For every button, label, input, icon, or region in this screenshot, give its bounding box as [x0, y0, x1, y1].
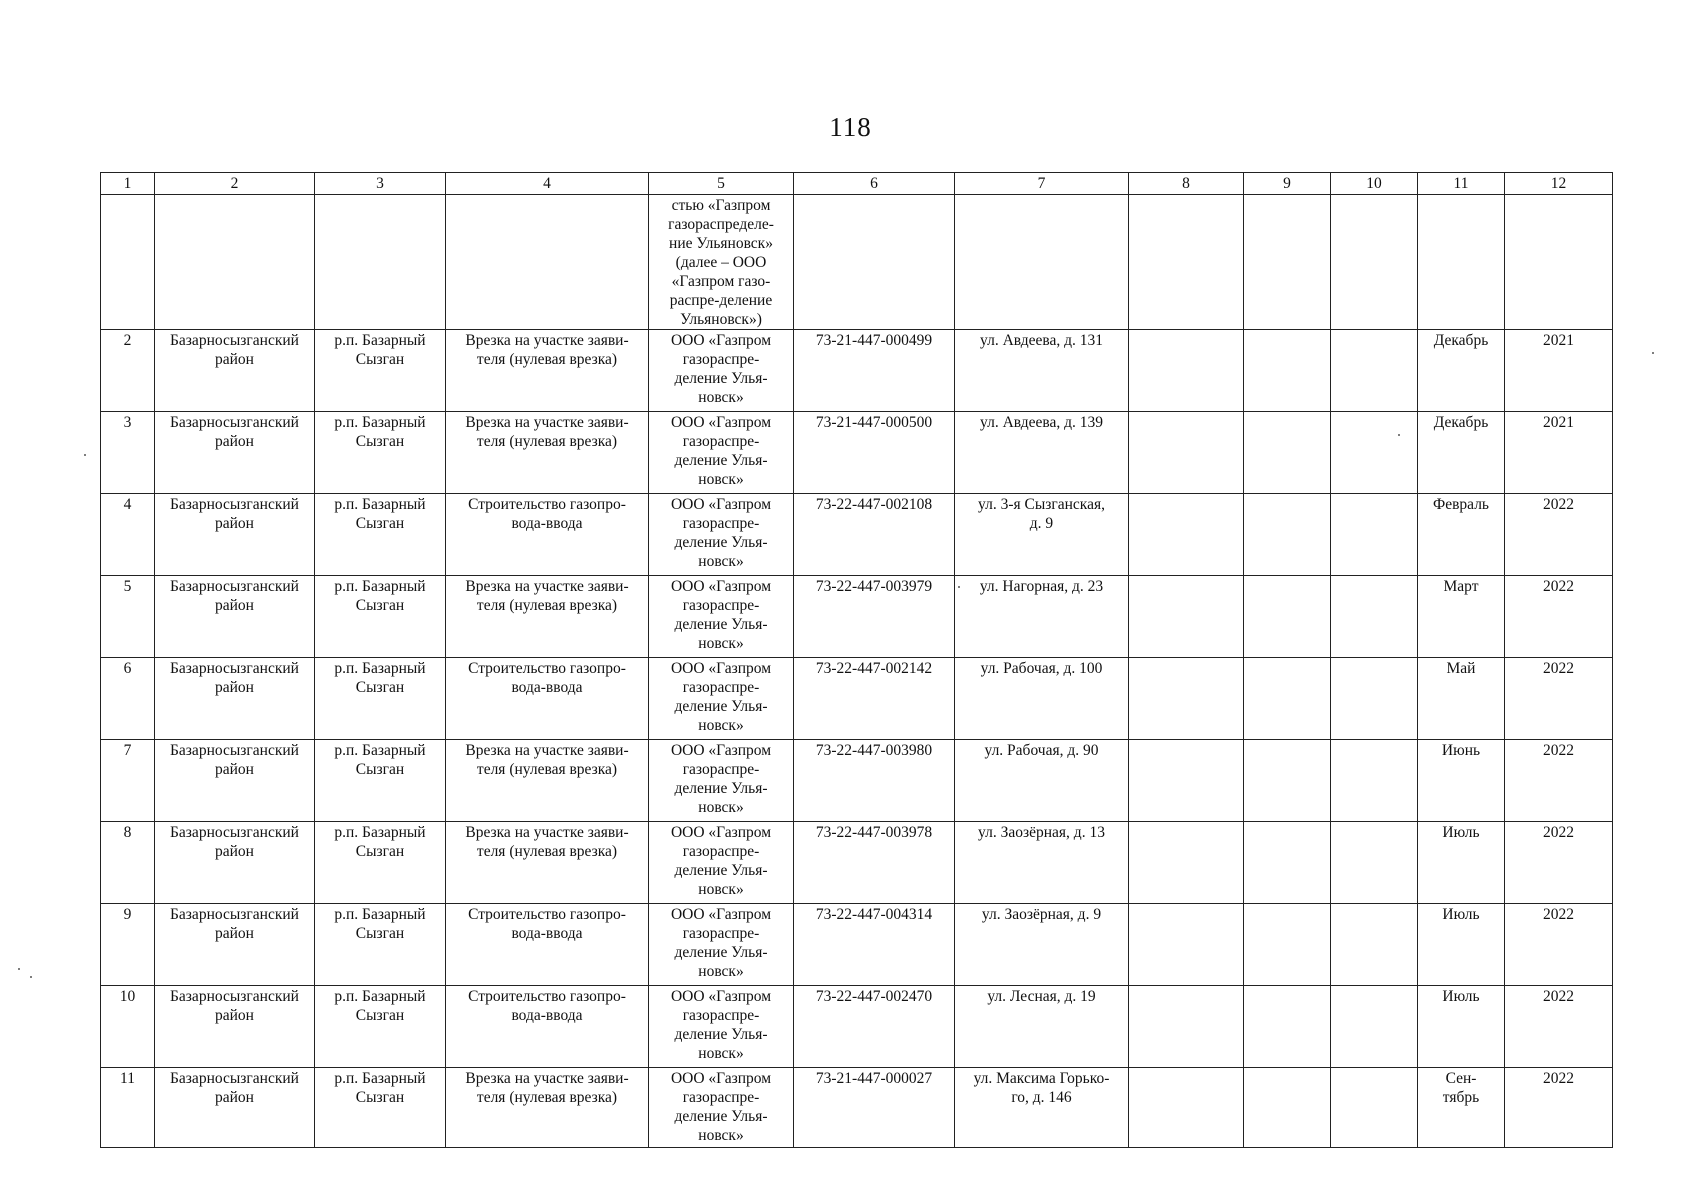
row-number-text: 9	[123, 906, 132, 923]
cell-application-code	[794, 330, 955, 412]
year-text: 2022	[1543, 824, 1574, 841]
cell-address	[955, 904, 1129, 986]
cell-empty	[1418, 195, 1505, 330]
organization-text: ООО «Газпром газораспре- деление Улья- новск»	[670, 660, 772, 734]
cell-empty	[1244, 1068, 1331, 1148]
column-header-7: 7	[955, 173, 1129, 195]
cell-application-code	[794, 658, 955, 740]
cell-empty	[1129, 740, 1244, 822]
cell-empty	[1129, 195, 1244, 330]
cell-empty	[1129, 330, 1244, 412]
cell-district	[155, 904, 315, 986]
header-row	[101, 173, 1613, 195]
column-header-8: 8	[1129, 173, 1244, 195]
month-text: Декабрь	[1433, 414, 1489, 431]
cell-empty	[1331, 740, 1418, 822]
cell-empty	[1331, 576, 1418, 658]
cell-month	[1418, 740, 1505, 822]
cell-application-code	[794, 576, 955, 658]
cell-settlement	[315, 576, 446, 658]
settlement-text: р.п. Базарный Сызган	[334, 496, 426, 532]
cell-year	[1505, 1068, 1613, 1148]
cell-organization	[649, 330, 794, 412]
cell-empty	[1244, 576, 1331, 658]
work-type-text: Врезка на участке заяви- теля (нулевая врезка)	[465, 742, 629, 778]
district-text: Базарносызганский район	[170, 332, 299, 368]
work-type-text: Врезка на участке заяви- теля (нулевая врезка)	[465, 332, 629, 368]
work-type-text: Строительство газопро- вода-ввода	[468, 988, 626, 1024]
cell-empty	[1244, 822, 1331, 904]
cell-district	[155, 412, 315, 494]
cell-address	[955, 822, 1129, 904]
cell-settlement	[315, 412, 446, 494]
cell-row-number	[101, 822, 155, 904]
cell-application-code	[794, 412, 955, 494]
page-number: 118	[829, 112, 872, 142]
work-type-text: Строительство газопро- вода-ввода	[468, 906, 626, 942]
district-text: Базарносызганский район	[170, 742, 299, 778]
table-row	[101, 822, 1613, 904]
cell-month	[1418, 412, 1505, 494]
row-number-text: 6	[123, 660, 132, 677]
cell-row-number	[101, 740, 155, 822]
work-type-text: Врезка на участке заяви- теля (нулевая врезка)	[465, 824, 629, 860]
address-text: ул. Рабочая, д. 90	[984, 742, 1099, 759]
cell-empty	[1505, 195, 1613, 330]
district-text: Базарносызганский район	[170, 824, 299, 860]
district-text: Базарносызганский район	[170, 660, 299, 696]
row-number-text: 2	[123, 332, 132, 349]
cell-address	[955, 330, 1129, 412]
address-text: ул. Нагорная, д. 23	[979, 578, 1104, 595]
cell-empty	[955, 195, 1129, 330]
cell-organization	[649, 494, 794, 576]
cell-year	[1505, 986, 1613, 1068]
cell-settlement	[315, 822, 446, 904]
cell-row-number	[101, 658, 155, 740]
cell-empty	[1129, 904, 1244, 986]
work-type-text: Строительство газопро- вода-ввода	[468, 660, 626, 696]
organization-text: ООО «Газпром газораспре- деление Улья- новск»	[670, 414, 772, 488]
cell-district	[155, 740, 315, 822]
cell-empty	[1244, 330, 1331, 412]
address-text: ул. Авдеева, д. 131	[980, 332, 1103, 349]
cell-year	[1505, 822, 1613, 904]
district-text: Базарносызганский район	[170, 1070, 299, 1106]
cell-work-type	[446, 494, 649, 576]
column-header-3: 3	[315, 173, 446, 195]
table-row	[101, 195, 1613, 330]
cell-settlement	[315, 330, 446, 412]
cell-empty	[1244, 658, 1331, 740]
district-text: Базарносызганский район	[170, 414, 299, 450]
cell-work-type	[446, 412, 649, 494]
settlement-text: р.п. Базарный Сызган	[334, 578, 426, 614]
row-number-text: 8	[123, 824, 132, 841]
cell-row-number	[101, 494, 155, 576]
cell-district	[155, 330, 315, 412]
cell-organization	[649, 740, 794, 822]
district-text: Базарносызганский район	[170, 988, 299, 1024]
application-code-text: 73-22-447-003980	[815, 742, 933, 759]
district-text: Базарносызганский район	[170, 578, 299, 614]
cell-year	[1505, 740, 1613, 822]
cell-empty	[1129, 986, 1244, 1068]
cell-empty	[1129, 822, 1244, 904]
cell-row-number	[101, 330, 155, 412]
cell-empty	[155, 195, 315, 330]
settlement-text: р.п. Базарный Сызган	[334, 906, 426, 942]
cell-month	[1418, 904, 1505, 986]
cell-work-type	[446, 986, 649, 1068]
cell-work-type	[446, 822, 649, 904]
table-row	[101, 330, 1613, 412]
table-row	[101, 412, 1613, 494]
cell-work-type	[446, 658, 649, 740]
table-row	[101, 740, 1613, 822]
cell-address	[955, 740, 1129, 822]
cell-district	[155, 1068, 315, 1148]
cell-month	[1418, 658, 1505, 740]
work-type-text: Врезка на участке заяви- теля (нулевая врезка)	[465, 414, 629, 450]
cell-empty	[1331, 195, 1418, 330]
cell-organization	[649, 904, 794, 986]
cell-organization	[649, 822, 794, 904]
cell-address	[955, 658, 1129, 740]
cell-year	[1505, 658, 1613, 740]
table-row	[101, 904, 1613, 986]
settlement-text: р.п. Базарный Сызган	[334, 824, 426, 860]
cell-month	[1418, 822, 1505, 904]
application-code-text: 73-22-447-002108	[815, 496, 933, 513]
address-text: ул. Лесная, д. 19	[987, 988, 1096, 1005]
cell-row-number	[101, 904, 155, 986]
cell-organization	[649, 1068, 794, 1148]
table-row	[101, 494, 1613, 576]
cell-organization	[649, 658, 794, 740]
organization-text: ООО «Газпром газораспре- деление Улья- новск»	[670, 906, 772, 980]
application-code-text: 73-22-447-003979	[815, 578, 933, 595]
organization-text: ООО «Газпром газораспре- деление Улья- новск»	[670, 332, 772, 406]
column-header-12: 12	[1505, 173, 1613, 195]
cell-year	[1505, 904, 1613, 986]
year-text: 2022	[1543, 660, 1574, 677]
cell-settlement	[315, 1068, 446, 1148]
cell-empty	[1244, 740, 1331, 822]
cell-work-type	[446, 740, 649, 822]
cell-organization	[649, 986, 794, 1068]
column-header-1: 1	[101, 173, 155, 195]
cell-empty	[1331, 658, 1418, 740]
month-text: Июль	[1442, 824, 1480, 841]
cell-year	[1505, 330, 1613, 412]
cell-empty	[1129, 494, 1244, 576]
cell-row-number	[101, 986, 155, 1068]
application-code-text: 73-21-447-000500	[815, 414, 933, 431]
cell-district	[155, 986, 315, 1068]
table-row	[101, 1068, 1613, 1148]
scan-speck	[1398, 434, 1400, 436]
cell-application-code	[794, 904, 955, 986]
month-text: Июнь	[1441, 742, 1481, 759]
cell-application-code	[794, 986, 955, 1068]
scan-speck	[18, 968, 20, 970]
scan-speck	[958, 586, 960, 588]
row-number-text: 10	[119, 988, 136, 1005]
cell-empty	[1244, 494, 1331, 576]
row-number-text: 5	[123, 578, 132, 595]
cell-application-code	[794, 822, 955, 904]
row-number-text: 4	[123, 496, 132, 513]
cell-application-code	[794, 1068, 955, 1148]
table-row	[101, 576, 1613, 658]
organization-text: ООО «Газпром газораспре- деление Улья- новск»	[670, 496, 772, 570]
year-text: 2022	[1543, 988, 1574, 1005]
cell-district	[155, 822, 315, 904]
column-header-5: 5	[649, 173, 794, 195]
cell-settlement	[315, 904, 446, 986]
cell-row-number	[101, 412, 155, 494]
cell-empty	[1331, 904, 1418, 986]
application-code-text: 73-22-447-002142	[815, 660, 933, 677]
cell-year	[1505, 412, 1613, 494]
organization-text: ООО «Газпром газораспре- деление Улья- новск»	[670, 578, 772, 652]
address-text: ул. Максима Горько- го, д. 146	[973, 1070, 1110, 1106]
cell-empty	[1129, 576, 1244, 658]
gas-connection-table	[100, 172, 1613, 1148]
column-header-9: 9	[1244, 173, 1331, 195]
settlement-text: р.п. Базарный Сызган	[334, 414, 426, 450]
cell-organization	[649, 412, 794, 494]
work-type-text: Врезка на участке заяви- теля (нулевая врезка)	[465, 1070, 629, 1106]
column-header-11: 11	[1418, 173, 1505, 195]
cell-month	[1418, 330, 1505, 412]
column-header-4: 4	[446, 173, 649, 195]
cell-empty	[1129, 658, 1244, 740]
organization-text: ООО «Газпром газораспре- деление Улья- новск»	[670, 742, 772, 816]
month-text: Май	[1446, 660, 1476, 677]
address-text: ул. Заозёрная, д. 9	[981, 906, 1102, 923]
address-text: ул. Заозёрная, д. 13	[978, 824, 1105, 841]
cell-empty	[1244, 412, 1331, 494]
year-text: 2022	[1543, 496, 1574, 513]
district-text: Базарносызганский район	[170, 496, 299, 532]
application-code-text: 73-22-447-003978	[815, 824, 933, 841]
cell-settlement	[315, 986, 446, 1068]
year-text: 2022	[1543, 906, 1574, 923]
organization-text: ООО «Газпром газораспре- деление Улья- новск»	[670, 824, 772, 898]
column-header-6: 6	[794, 173, 955, 195]
cell-settlement	[315, 740, 446, 822]
column-header-10: 10	[1331, 173, 1418, 195]
cell-month	[1418, 1068, 1505, 1148]
year-text: 2022	[1543, 578, 1574, 595]
scan-speck	[30, 976, 32, 978]
work-type-text: Врезка на участке заяви- теля (нулевая врезка)	[465, 578, 629, 614]
cell-empty	[1244, 195, 1331, 330]
cell-address	[955, 576, 1129, 658]
cell-empty	[1331, 494, 1418, 576]
table-row	[101, 658, 1613, 740]
table-row	[101, 986, 1613, 1068]
cell-empty	[1331, 986, 1418, 1068]
address-text: ул. Авдеева, д. 139	[980, 414, 1103, 431]
year-text: 2021	[1543, 332, 1574, 349]
year-text: 2021	[1543, 414, 1574, 431]
month-text: Сен- тябрь	[1442, 1070, 1480, 1106]
month-text: Июль	[1442, 988, 1480, 1005]
settlement-text: р.п. Базарный Сызган	[334, 742, 426, 778]
month-text: Декабрь	[1433, 332, 1489, 349]
cell-organization	[649, 195, 794, 330]
cell-address	[955, 494, 1129, 576]
cell-month	[1418, 494, 1505, 576]
column-header-2: 2	[155, 173, 315, 195]
cell-empty	[1244, 986, 1331, 1068]
application-code-text: 73-22-447-002470	[815, 988, 933, 1005]
application-code-text: 73-22-447-004314	[815, 906, 933, 923]
cell-empty	[446, 195, 649, 330]
settlement-text: р.п. Базарный Сызган	[334, 660, 426, 696]
organization-text: ООО «Газпром газораспре- деление Улья- новск»	[670, 988, 772, 1062]
year-text: 2022	[1543, 1070, 1574, 1087]
cell-month	[1418, 576, 1505, 658]
organization-text: стью «Газпром газораспределе- ние Ульяновск» (далее – ООО «Газпром газо- распре-деление Ульяновск»)	[668, 197, 774, 328]
cell-application-code	[794, 740, 955, 822]
month-text: Февраль	[1432, 496, 1489, 513]
address-text: ул. 3-я Сызганская, д. 9	[978, 496, 1105, 532]
month-text: Июль	[1442, 906, 1480, 923]
application-code-text: 73-21-447-000499	[815, 332, 933, 349]
cell-empty	[1331, 412, 1418, 494]
cell-address	[955, 1068, 1129, 1148]
cell-work-type	[446, 576, 649, 658]
cell-work-type	[446, 330, 649, 412]
cell-address	[955, 986, 1129, 1068]
cell-row-number	[101, 1068, 155, 1148]
row-number-text: 11	[120, 1070, 135, 1087]
cell-empty	[1129, 412, 1244, 494]
cell-district	[155, 494, 315, 576]
cell-empty	[794, 195, 955, 330]
cell-work-type	[446, 1068, 649, 1148]
cell-application-code	[794, 494, 955, 576]
cell-month	[1418, 986, 1505, 1068]
cell-settlement	[315, 494, 446, 576]
row-number-text: 7	[123, 742, 132, 759]
application-code-text: 73-21-447-000027	[815, 1070, 933, 1087]
cell-empty	[1331, 330, 1418, 412]
month-text: Март	[1443, 578, 1479, 595]
cell-work-type	[446, 904, 649, 986]
cell-organization	[649, 576, 794, 658]
cell-district	[155, 658, 315, 740]
cell-year	[1505, 576, 1613, 658]
cell-empty	[1244, 904, 1331, 986]
organization-text: ООО «Газпром газораспре- деление Улья- новск»	[670, 1070, 772, 1144]
cell-year	[1505, 494, 1613, 576]
cell-empty	[1129, 1068, 1244, 1148]
cell-row-number	[101, 576, 155, 658]
cell-empty	[101, 195, 155, 330]
cell-empty	[315, 195, 446, 330]
settlement-text: р.п. Базарный Сызган	[334, 1070, 426, 1106]
address-text: ул. Рабочая, д. 100	[980, 660, 1103, 677]
settlement-text: р.п. Базарный Сызган	[334, 988, 426, 1024]
cell-empty	[1331, 822, 1418, 904]
row-number-text: 3	[123, 414, 132, 431]
scan-speck	[84, 454, 86, 456]
cell-district	[155, 576, 315, 658]
scan-speck	[1652, 352, 1654, 354]
work-type-text: Строительство газопро- вода-ввода	[468, 496, 626, 532]
year-text: 2022	[1543, 742, 1574, 759]
cell-address	[955, 412, 1129, 494]
settlement-text: р.п. Базарный Сызган	[334, 332, 426, 368]
cell-empty	[1331, 1068, 1418, 1148]
district-text: Базарносызганский район	[170, 906, 299, 942]
cell-settlement	[315, 658, 446, 740]
